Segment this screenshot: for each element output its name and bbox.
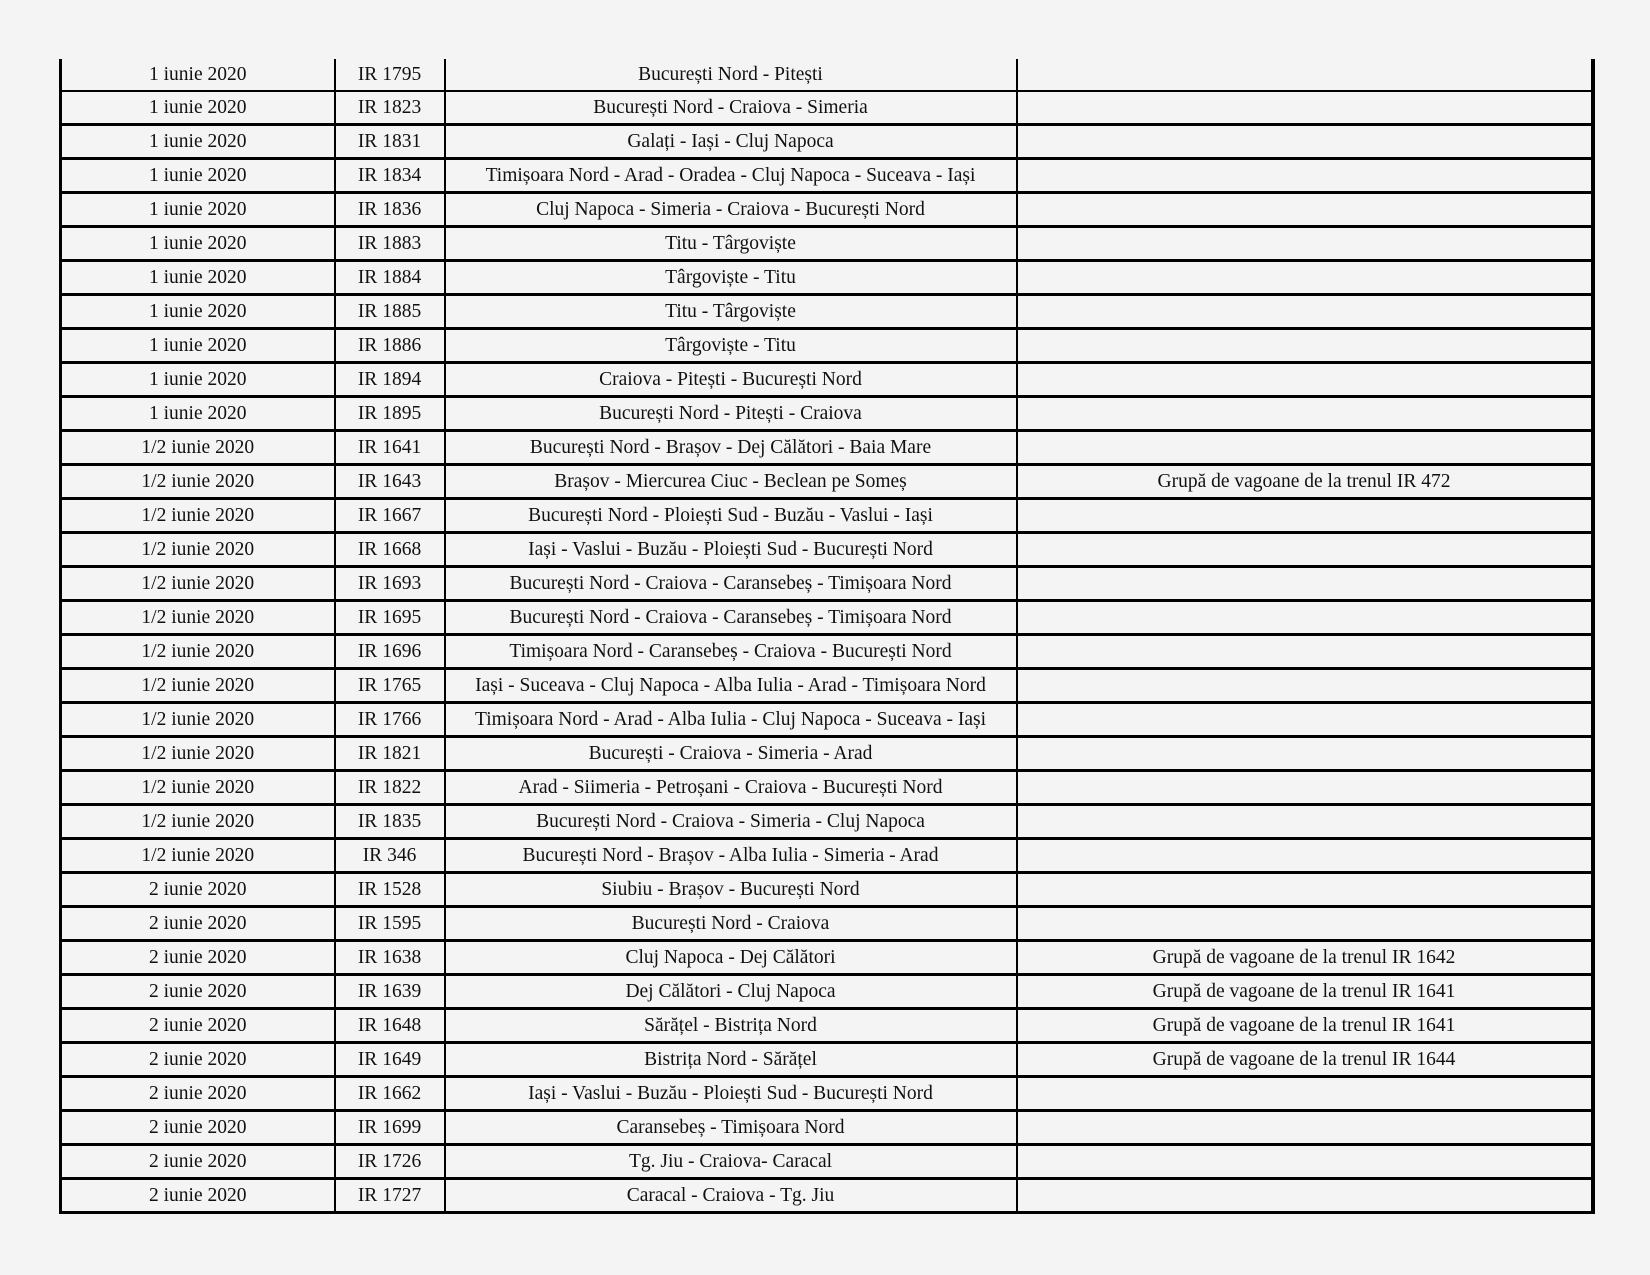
note-cell [1017,737,1593,771]
train-number-cell: IR 1823 [335,91,445,125]
table-row [61,465,1593,499]
table-row [61,1179,1593,1213]
date-cell: 2 iunie 2020 [61,907,335,941]
table-row [61,669,1593,703]
note-cell [1017,839,1593,873]
train-number-cell: IR 1668 [335,533,445,567]
table-row [61,193,1593,227]
route-cell: Dej Călători - Cluj Napoca [445,975,1017,1009]
route-cell: Timișoara Nord - Arad - Alba Iulia - Cluj Napoca - Suceava - Iași [445,703,1017,737]
table-row [61,261,1593,295]
note-cell [1017,601,1593,635]
note-cell [1017,1145,1593,1179]
table-row [61,907,1593,941]
route-cell: București Nord - Pitești - Craiova [445,397,1017,431]
date-cell: 1/2 iunie 2020 [61,499,335,533]
note-cell [1017,125,1593,159]
table-row [61,499,1593,533]
note-cell [1017,159,1593,193]
train-number-cell: IR 1835 [335,805,445,839]
train-number-cell: IR 1884 [335,261,445,295]
train-number-cell: IR 1693 [335,567,445,601]
route-cell: Titu - Târgoviște [445,295,1017,329]
train-number-cell: IR 1765 [335,669,445,703]
train-number-cell: IR 1821 [335,737,445,771]
train-number-cell: IR 1795 [335,59,445,91]
date-cell: 2 iunie 2020 [61,1077,335,1111]
date-cell: 1/2 iunie 2020 [61,635,335,669]
note-cell: Grupă de vagoane de la trenul IR 1642 [1017,941,1593,975]
date-cell: 1/2 iunie 2020 [61,465,335,499]
route-cell: București Nord - Brașov - Alba Iulia - Simeria - Arad [445,839,1017,873]
train-number-cell: IR 1667 [335,499,445,533]
route-cell: Cluj Napoca - Dej Călători [445,941,1017,975]
table-row [61,295,1593,329]
date-cell: 1/2 iunie 2020 [61,805,335,839]
train-number-cell: IR 1648 [335,1009,445,1043]
date-cell: 1 iunie 2020 [61,329,335,363]
table-row [61,1043,1593,1077]
train-number-cell: IR 1766 [335,703,445,737]
note-cell [1017,1179,1593,1213]
route-cell: Sărățel - Bistrița Nord [445,1009,1017,1043]
train-number-cell: IR 1696 [335,635,445,669]
note-cell: Grupă de vagoane de la trenul IR 1641 [1017,975,1593,1009]
date-cell: 1 iunie 2020 [61,261,335,295]
note-cell [1017,227,1593,261]
route-cell: București Nord - Craiova - Simeria [445,91,1017,125]
table-row [61,1009,1593,1043]
note-cell [1017,431,1593,465]
route-cell: Cluj Napoca - Simeria - Craiova - București Nord [445,193,1017,227]
date-cell: 1 iunie 2020 [61,363,335,397]
note-cell [1017,805,1593,839]
note-cell [1017,193,1593,227]
train-number-cell: IR 1639 [335,975,445,1009]
table-row [61,1111,1593,1145]
train-number-cell: IR 1883 [335,227,445,261]
route-cell: Bistrița Nord - Sărățel [445,1043,1017,1077]
table-row [61,91,1593,125]
train-number-cell: IR 1822 [335,771,445,805]
table-row [61,805,1593,839]
route-cell: București Nord - Craiova - Caransebeș - Timișoara Nord [445,601,1017,635]
note-cell [1017,261,1593,295]
date-cell: 1/2 iunie 2020 [61,839,335,873]
route-cell: Târgoviște - Titu [445,261,1017,295]
date-cell: 1/2 iunie 2020 [61,703,335,737]
date-cell: 1 iunie 2020 [61,227,335,261]
route-cell: București Nord - Craiova - Caransebeș - Timișoara Nord [445,567,1017,601]
route-cell: Timișoara Nord - Arad - Oradea - Cluj Napoca - Suceava - Iași [445,159,1017,193]
route-cell: Iași - Vaslui - Buzău - Ploiești Sud - București Nord [445,1077,1017,1111]
date-cell: 1 iunie 2020 [61,397,335,431]
train-number-cell: IR 1726 [335,1145,445,1179]
note-cell [1017,1077,1593,1111]
date-cell: 1/2 iunie 2020 [61,533,335,567]
date-cell: 1/2 iunie 2020 [61,669,335,703]
note-cell [1017,533,1593,567]
route-cell: Tg. Jiu - Craiova- Caracal [445,1145,1017,1179]
train-number-cell: IR 1836 [335,193,445,227]
train-number-cell: IR 1727 [335,1179,445,1213]
train-number-cell: IR 1641 [335,431,445,465]
route-cell: București Nord - Craiova - Simeria - Cluj Napoca [445,805,1017,839]
table-row [61,635,1593,669]
note-cell: Grupă de vagoane de la trenul IR 472 [1017,465,1593,499]
table-row [61,59,1593,91]
train-schedule-table [59,59,1595,1214]
note-cell [1017,363,1593,397]
note-cell [1017,1111,1593,1145]
route-cell: Timișoara Nord - Caransebeș - Craiova - București Nord [445,635,1017,669]
note-cell: Grupă de vagoane de la trenul IR 1644 [1017,1043,1593,1077]
note-cell [1017,329,1593,363]
note-cell [1017,907,1593,941]
note-cell [1017,567,1593,601]
date-cell: 2 iunie 2020 [61,1145,335,1179]
train-number-cell: IR 1885 [335,295,445,329]
route-cell: București Nord - Pitești [445,59,1017,91]
route-cell: Caransebeș - Timișoara Nord [445,1111,1017,1145]
note-cell [1017,635,1593,669]
note-cell [1017,397,1593,431]
train-number-cell: IR 1886 [335,329,445,363]
table-row [61,363,1593,397]
note-cell [1017,703,1593,737]
table-row [61,567,1593,601]
train-number-cell: IR 1895 [335,397,445,431]
date-cell: 1 iunie 2020 [61,295,335,329]
route-cell: Titu - Târgoviște [445,227,1017,261]
train-number-cell: IR 1638 [335,941,445,975]
route-cell: București Nord - Brașov - Dej Călători - Baia Mare [445,431,1017,465]
date-cell: 2 iunie 2020 [61,1111,335,1145]
train-number-cell: IR 346 [335,839,445,873]
train-number-cell: IR 1528 [335,873,445,907]
table-row [61,737,1593,771]
table-row [61,533,1593,567]
route-cell: Caracal - Craiova - Tg. Jiu [445,1179,1017,1213]
date-cell: 1/2 iunie 2020 [61,431,335,465]
table-row [61,159,1593,193]
note-cell [1017,59,1593,91]
train-number-cell: IR 1831 [335,125,445,159]
table-row [61,125,1593,159]
date-cell: 2 iunie 2020 [61,1043,335,1077]
date-cell: 2 iunie 2020 [61,1179,335,1213]
route-cell: Galați - Iași - Cluj Napoca [445,125,1017,159]
table-row [61,839,1593,873]
date-cell: 2 iunie 2020 [61,873,335,907]
table-row [61,397,1593,431]
table-row [61,873,1593,907]
route-cell: Iași - Vaslui - Buzău - Ploiești Sud - București Nord [445,533,1017,567]
date-cell: 2 iunie 2020 [61,941,335,975]
table-row [61,601,1593,635]
train-number-cell: IR 1834 [335,159,445,193]
table-body [61,59,1593,1213]
note-cell [1017,669,1593,703]
table-row [61,771,1593,805]
route-cell: Iași - Suceava - Cluj Napoca - Alba Iulia - Arad - Timișoara Nord [445,669,1017,703]
table-row [61,329,1593,363]
date-cell: 1/2 iunie 2020 [61,601,335,635]
note-cell [1017,873,1593,907]
table-row [61,703,1593,737]
route-cell: Craiova - Pitești - București Nord [445,363,1017,397]
route-cell: București Nord - Ploiești Sud - Buzău - Vaslui - Iași [445,499,1017,533]
train-number-cell: IR 1662 [335,1077,445,1111]
train-number-cell: IR 1695 [335,601,445,635]
train-number-cell: IR 1643 [335,465,445,499]
date-cell: 2 iunie 2020 [61,1009,335,1043]
train-number-cell: IR 1699 [335,1111,445,1145]
date-cell: 1/2 iunie 2020 [61,567,335,601]
table-row [61,227,1593,261]
train-number-cell: IR 1595 [335,907,445,941]
route-cell: Arad - Siimeria - Petroșani - Craiova - București Nord [445,771,1017,805]
date-cell: 1 iunie 2020 [61,125,335,159]
route-cell: București - Craiova - Simeria - Arad [445,737,1017,771]
date-cell: 1 iunie 2020 [61,59,335,91]
route-cell: Brașov - Miercurea Ciuc - Beclean pe Someș [445,465,1017,499]
date-cell: 1 iunie 2020 [61,159,335,193]
note-cell [1017,499,1593,533]
date-cell: 2 iunie 2020 [61,975,335,1009]
note-cell [1017,91,1593,125]
date-cell: 1/2 iunie 2020 [61,771,335,805]
date-cell: 1 iunie 2020 [61,91,335,125]
route-cell: Târgoviște - Titu [445,329,1017,363]
note-cell [1017,771,1593,805]
table-row [61,1145,1593,1179]
note-cell [1017,295,1593,329]
table-row [61,975,1593,1009]
route-cell: București Nord - Craiova [445,907,1017,941]
route-cell: Siubiu - Brașov - București Nord [445,873,1017,907]
train-number-cell: IR 1894 [335,363,445,397]
table-row [61,431,1593,465]
train-number-cell: IR 1649 [335,1043,445,1077]
date-cell: 1/2 iunie 2020 [61,737,335,771]
table-row [61,941,1593,975]
date-cell: 1 iunie 2020 [61,193,335,227]
table-row [61,1077,1593,1111]
note-cell: Grupă de vagoane de la trenul IR 1641 [1017,1009,1593,1043]
